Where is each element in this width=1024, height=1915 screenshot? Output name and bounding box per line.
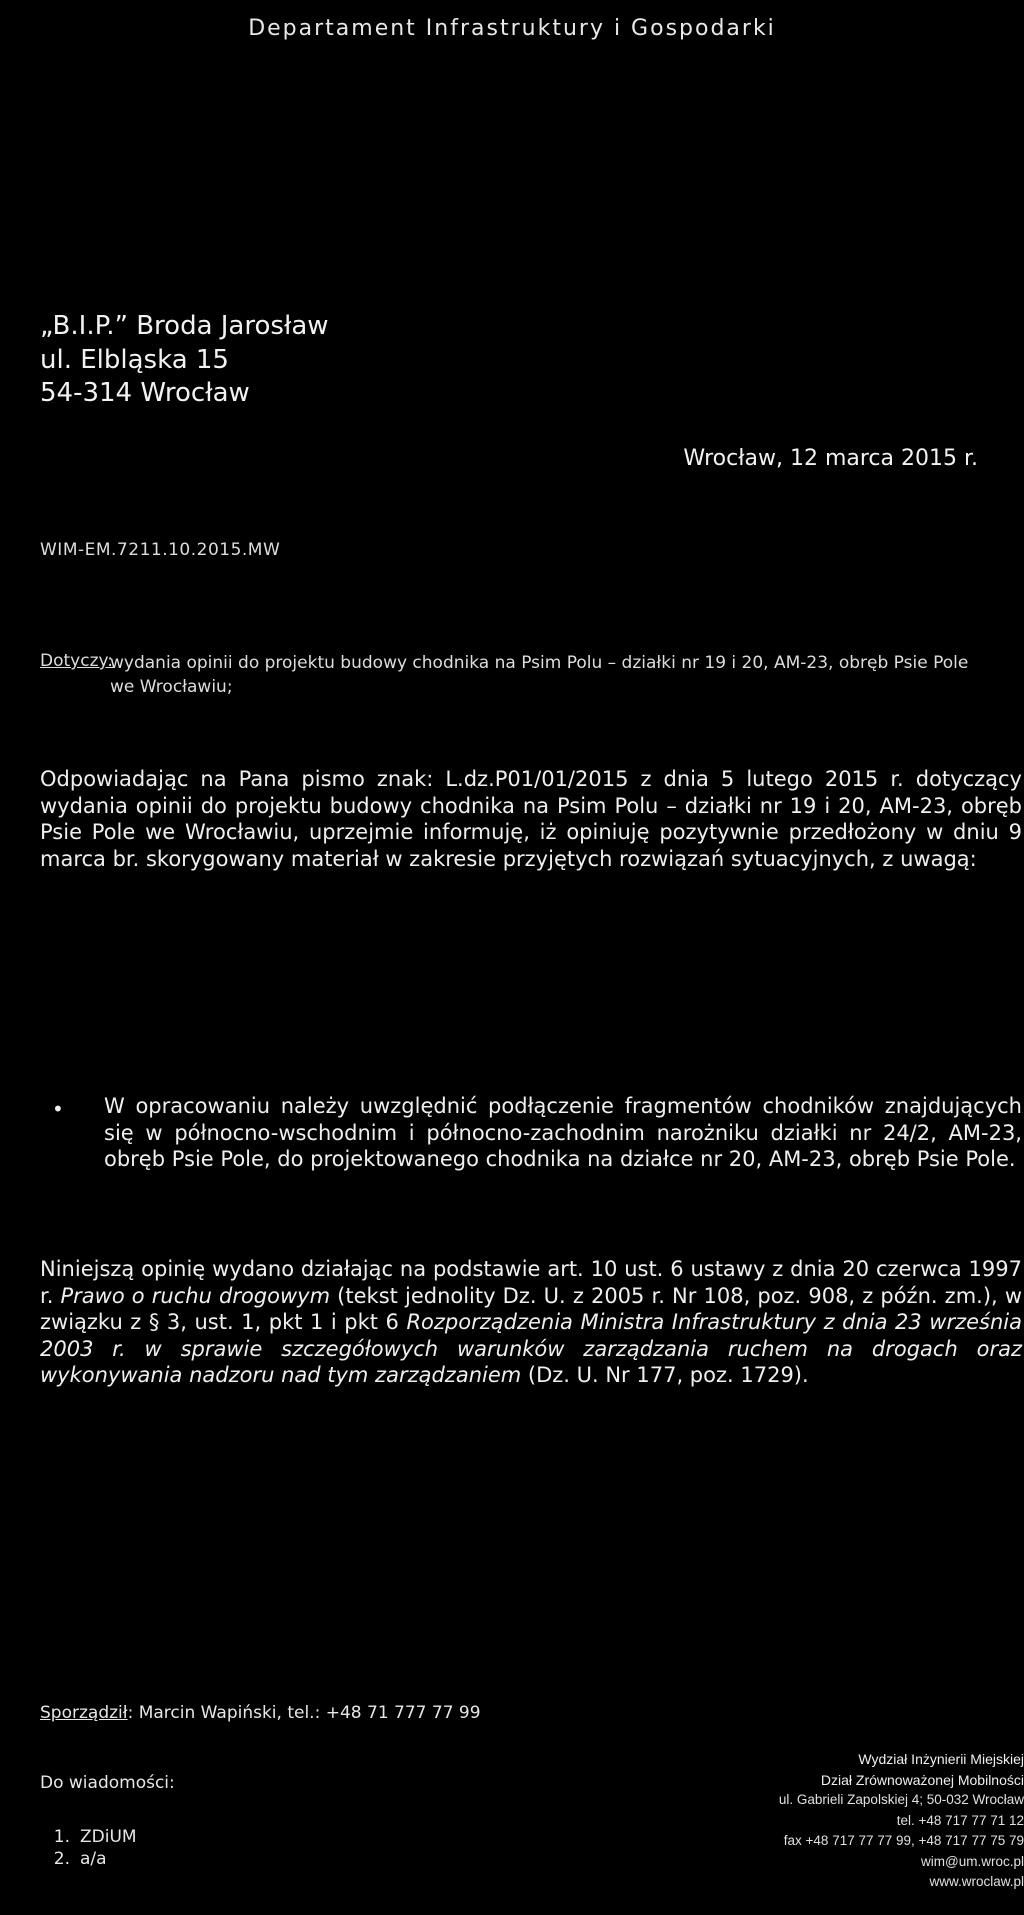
prepared-by-label: Sporządził — [40, 1703, 128, 1723]
cc-label: Do wiadomości: — [40, 1773, 175, 1793]
subject-text: wydania opinii do projektu budowy chodnika na Psim Polu – działki nr 19 i 20, AM-23, obręb Psie Pole we Wrocławiu; — [110, 653, 969, 697]
cc-item — [40, 1849, 107, 1869]
prepared-by-text: : Marcin Wapiński, tel.: +48 71 777 77 99 — [127, 1703, 481, 1723]
recipient-name: „B.I.P.” Broda Jarosław — [40, 311, 329, 341]
legal-basis-text: Niniejszą opinię wydano działając na podstawie art. 10 ust. 6 ustawy z dnia 20 czerwca 1997 r. — [40, 1257, 1022, 1308]
body-paragraph-2 — [40, 1256, 1022, 1389]
footer-email[interactable]: wim@um.wroc.pl — [921, 1853, 1024, 1869]
body-paragraph-1: Odpowiadając na Pana pismo znak: L.dz.P01/01/2015 z dnia 5 lutego 2015 r. dotyczący wydania opinii do projektu budowy chodnika na Psim Polu – działki nr 19 i 20, AM-23, obręb Psie Pole we Wrocławiu, uprzejmie informuję, iż opiniuję pozytywnie przedłożony w dniu 9 marca br. skorygowany materiał w zakresie przyjętych rozwiązań sytuacyjnych, z uwagą: — [40, 767, 1022, 871]
act-title: Prawo o ruchu drogowym — [60, 1283, 331, 1308]
regulation-title: Rozporządzenia Ministra Infrastruktury z dnia 23 września 2003 r. w sprawie szczegółowych warunków zarządzania ruchem na drogach oraz wykonywania nadzoru nad tym zarządzaniem — [40, 1310, 1022, 1387]
prepared-by — [40, 1703, 481, 1723]
footer-website[interactable]: www.wroclaw.pl — [929, 1874, 1024, 1889]
subject-label: Dotyczy: — [40, 651, 114, 671]
bullet-marker: • — [52, 1097, 64, 1121]
recipient-city: 54-314 Wrocław — [40, 378, 250, 408]
letter-date: Wrocław, 12 marca 2015 r. — [683, 446, 978, 471]
department-header: Departament Infrastruktury i Gospodarki — [248, 16, 776, 41]
footer-unit: Wydział Inżynierii Miejskiej — [858, 1751, 1024, 1767]
footer-contact — [624, 1749, 1024, 1893]
cc-item-text: a/a — [80, 1849, 107, 1869]
legal-basis-text-2: (tekst jednolity Dz. U. z 2005 r. Nr 108, poz. 908, z późn. zm.), w związku z § 3, ust. 1, pkt 1 i pkt 6 — [40, 1283, 1022, 1334]
reference-number: WIM-EM.7211.10.2015.MW — [40, 540, 281, 560]
footer-fax: fax +48 717 77 77 99, +48 717 77 75 79 — [783, 1833, 1024, 1848]
recipient-street: ul. Elbląska 15 — [40, 345, 229, 375]
footer-tel: tel. +48 717 77 71 12 — [896, 1812, 1024, 1828]
footer-address: ul. Gabrieli Zapolskiej 4; 50-032 Wrocław — [778, 1792, 1024, 1807]
cc-item — [40, 1827, 137, 1847]
cc-item-text: ZDiUM — [80, 1827, 137, 1847]
cc-item-number: 1. — [53, 1827, 70, 1847]
legal-basis-text-3: (Dz. U. Nr 177, poz. 1729). — [521, 1363, 809, 1387]
cc-item-number: 2. — [53, 1849, 70, 1869]
remark-bullet: W opracowaniu należy uwzględnić podłączenie fragmentów chodników znajdujących się w północno-wschodnim i północno-zachodnim narożniku działki nr 24/2, AM-23, obręb Psie Pole, do projektowanego chodnika na działce nr 20, AM-23, obręb Psie Pole. — [104, 1094, 1022, 1171]
footer-division: Dział Zrównoważonej Mobilności — [820, 1771, 1024, 1788]
